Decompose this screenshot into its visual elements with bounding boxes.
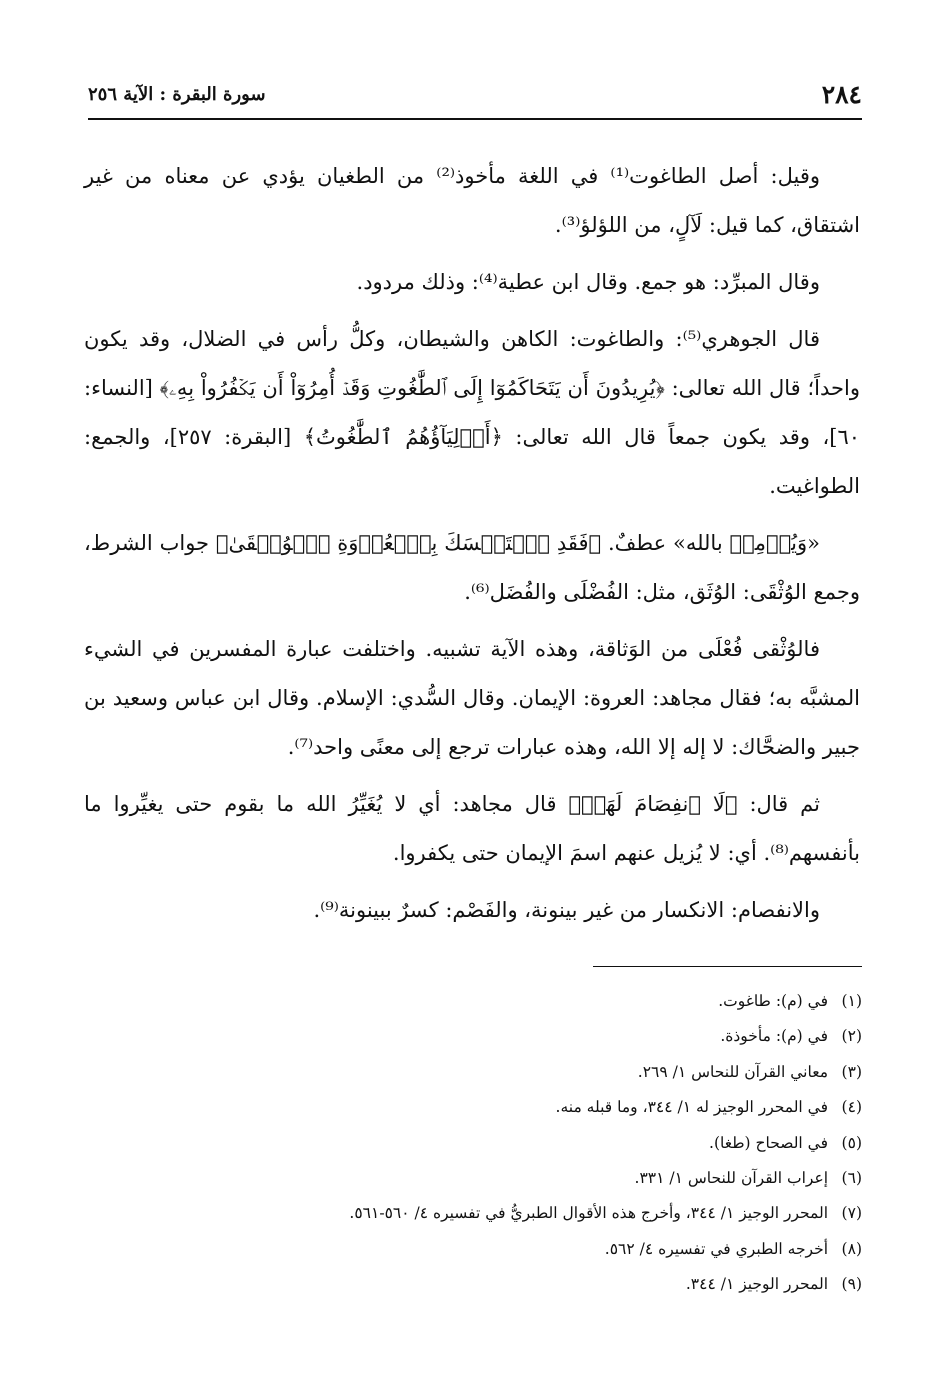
- footnote-number: (٥): [841, 1133, 862, 1152]
- footnote: [84, 1090, 862, 1125]
- paragraph: «وَيُؤۡمِنۢ بالله» عطفٌ. ﴿فَقَدِ ٱسۡتَمۡسَكَ بِٱلۡعُرۡوَةِ ٱلۡوُثۡقَىٰ﴾ جواب الشرط، وجمع الوُثْقَى: الوُثَق، مثل: الفُضْلَى والفُضَل⁽⁶⁾.: [84, 531, 860, 604]
- footnote-text: أخرجه الطبري في تفسيره ٤/ ٥٦٢.: [604, 1239, 828, 1258]
- footnote: [84, 1019, 862, 1054]
- body-text: [84, 152, 860, 943]
- paragraph: والانفصام: الانكسار من غير بينونة، والفَصْم: كسرٌ ببينونة⁽⁹⁾.: [313, 898, 820, 922]
- footnote-number: (٧): [841, 1204, 862, 1223]
- footnote-number: (٨): [841, 1239, 862, 1258]
- footnotes: [84, 984, 862, 1303]
- footnote: [84, 984, 862, 1019]
- page-header: [88, 72, 862, 120]
- footnote-text: في (م): طاغوت.: [718, 992, 828, 1010]
- footnote-text: في المحرر الوجيز له ١/ ٣٤٤، وما قبله منه.: [555, 1098, 828, 1117]
- footnote-text: في (م): مأخوذة.: [720, 1027, 828, 1046]
- footnote: [84, 1161, 862, 1196]
- footnote-number: (٦): [841, 1169, 862, 1188]
- paragraph: فالوُثْقى فُعْلَى من الوَثاقة، وهذه الآية تشبيه. واختلفت عبارة المفسرين في الشيء المشبَّه به؛ فقال مجاهد: العروة: الإيمان. وقال السُّدي: الإسلام. وقال ابن عباس وسعيد بن جبير والضحَّاك: لا إله إلا الله، وهذه عبارات ترجع إلى معنًى واحد⁽⁷⁾.: [84, 637, 860, 759]
- footnote-number: (٤): [841, 1098, 862, 1117]
- footnote-text: في الصحاح (طغا).: [709, 1133, 828, 1152]
- page-number: ٢٨٤: [821, 80, 862, 109]
- footnote: [84, 1196, 862, 1231]
- footnote-separator: [593, 966, 862, 967]
- footnote: [84, 1126, 862, 1161]
- running-title: سورة البقرة : الآية ٢٥٦: [88, 84, 266, 105]
- paragraph: ثم قال: ﴿لَا ٱنفِصَامَ لَهَاۗ﴾ قال مجاهد: أي لا يُغَيِّرُ الله ما بقوم حتى يغيِّروا ما بأنفسهم⁽⁸⁾. أي: لا يُزيل عنهم اسمَ الإيمان حتى يكفروا.: [84, 792, 860, 865]
- footnote: [84, 1055, 862, 1090]
- footnote-text: المحرر الوجيز ١/ ٣٤٤.: [685, 1275, 828, 1294]
- footnote: [84, 1267, 862, 1302]
- footnote-text: معاني القرآن للنحاس ١/ ٢٦٩.: [637, 1062, 828, 1081]
- footnote-text: المحرر الوجيز ١/ ٣٤٤، وأخرج هذه الأقوال الطبريُّ في تفسيره ٤/ ٥٦٠-٥٦١.: [349, 1204, 828, 1223]
- paragraph: وقيل: أصل الطاغوت⁽¹⁾ في اللغة مأخوذ⁽²⁾ من الطغيان يؤدي عن معناه من غير اشتقاق، كما قيل: لَآلٍ، من اللؤلؤ⁽³⁾.: [84, 164, 860, 237]
- footnote-number: (١): [841, 992, 862, 1010]
- footnote-number: (٣): [841, 1062, 862, 1081]
- paragraph: قال الجوهري⁽⁵⁾: والطاغوت: الكاهن والشيطان، وكلُّ رأس في الضلال، وقد يكون واحداً؛ قال الله تعالى: ﴿يُرِيدُونَ أَن يَتَحَاكَمُوٓا إِلَى ٱلطَّٰغُوتِ وَقَدۡ أُمِرُوٓاْ أَن يَكۡفُرُواْ بِهِۦ﴾ [النساء: ٦٠]، وقد يكون جمعاً قال الله تعالى: ﴿أَوۡلِيَآؤُهُمُ ٱلطَّٰغُوتُ﴾ [البقرة: ٢٥٧]، والجمع: الطواغيت.: [84, 327, 861, 498]
- paragraph: وقال المبرِّد: هو جمع. وقال ابن عطية⁽⁴⁾: وذلك مردود.: [356, 270, 820, 294]
- footnote: [84, 1232, 862, 1267]
- footnote-number: (٩): [841, 1275, 862, 1294]
- footnote-number: (٢): [841, 1027, 862, 1046]
- footnote-text: إعراب القرآن للنحاس ١/ ٣٣١.: [634, 1169, 828, 1188]
